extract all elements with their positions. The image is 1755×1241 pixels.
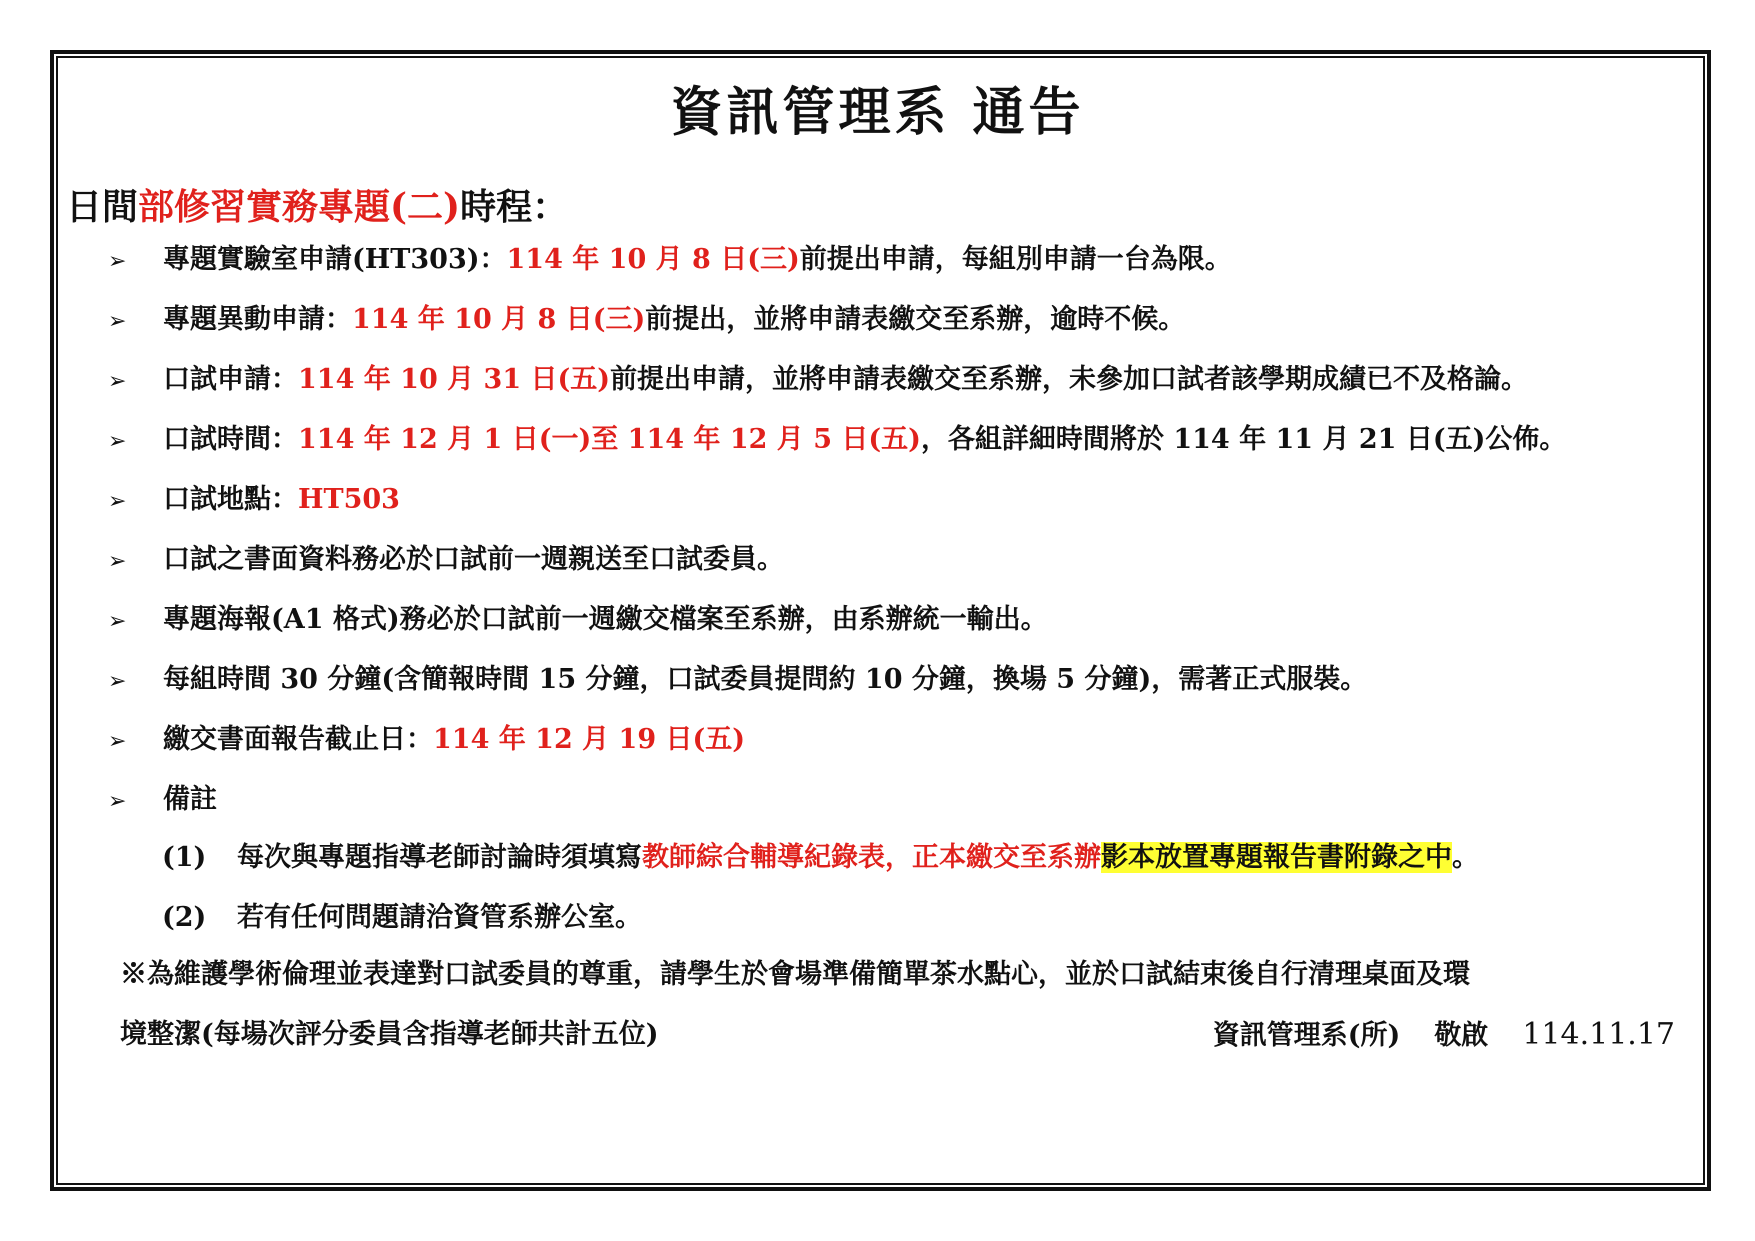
item-label: 口試之書面資料務必於口試前一週親送至口試委員。 xyxy=(163,544,784,575)
item-label: 口試時間： xyxy=(163,424,298,455)
remark-red-text: 教師綜合輔導紀錄表，正本繳交至系辦 xyxy=(642,842,1101,873)
item-date: 114 年 12 月 19 日(五) xyxy=(433,724,746,755)
arrow-bullet-icon: ➢ xyxy=(108,789,127,814)
item-label: 繳交書面報告截止日： xyxy=(163,724,433,755)
arrow-bullet-icon: ➢ xyxy=(108,549,127,574)
remark-number: (1) xyxy=(162,842,207,873)
arrow-bullet-icon: ➢ xyxy=(108,369,127,394)
heading-highlight: 部修習實務專題(二) xyxy=(138,186,461,228)
item-rest: 前提出申請，並將申請表繳交至系辦，未參加口試者該學期成績已不及格論。 xyxy=(610,364,1529,395)
item-lab-application xyxy=(108,240,1232,282)
item-location: HT503 xyxy=(298,484,400,515)
signature-respect: 敬啟 xyxy=(1434,1020,1489,1051)
arrow-bullet-icon: ➢ xyxy=(108,429,127,454)
item-oral-time xyxy=(108,420,1566,462)
footer-line-1: ※為維護學術倫理並表達對口試委員的尊重，請學生於會場準備簡單茶水點心，並於口試結束後自行清理桌面及環 xyxy=(120,959,1470,990)
item-written-materials xyxy=(108,540,784,582)
remark-text: 若有任何問題請洽資管系辦公室。 xyxy=(237,902,642,933)
item-rest: 前提出，並將申請表繳交至系辦，逾時不候。 xyxy=(645,304,1186,335)
item-date: 114 年 12 月 1 日(一)至 114 年 12 月 5 日(五) xyxy=(298,424,921,455)
item-label: 專題異動申請： xyxy=(163,304,352,335)
signature xyxy=(1213,1015,1675,1056)
footer-line-2: 境整潔(每場次評分委員含指導老師共計五位) xyxy=(120,1019,659,1050)
item-group-time xyxy=(108,660,1367,702)
arrow-bullet-icon: ➢ xyxy=(108,309,127,334)
arrow-bullet-icon: ➢ xyxy=(108,609,127,634)
item-oral-location xyxy=(108,480,400,522)
item-label: 備註 xyxy=(163,784,217,815)
remark-number: (2) xyxy=(162,902,207,933)
item-report-deadline xyxy=(108,720,745,762)
item-date: 114 年 10 月 31 日(五) xyxy=(298,364,611,395)
item-label: 專題海報(A1 格式)務必於口試前一週繳交檔案至系辦，由系辦統一輸出。 xyxy=(163,604,1048,635)
item-label: 專題實驗室申請(HT303)： xyxy=(163,244,507,275)
item-remarks xyxy=(108,780,217,822)
item-label: 口試申請： xyxy=(163,364,298,395)
signature-date: 114.11.17 xyxy=(1522,1017,1675,1052)
arrow-bullet-icon: ➢ xyxy=(108,489,127,514)
arrow-bullet-icon: ➢ xyxy=(108,249,127,274)
item-label: 每組時間 30 分鐘(含簡報時間 15 分鐘，口試委員提問約 10 分鐘，換場 5 分鐘)，需著正式服裝。 xyxy=(163,664,1368,695)
item-poster xyxy=(108,600,1048,642)
remark-text: 每次與專題指導老師討論時須填寫 xyxy=(237,842,642,873)
item-rest: ，各組詳細時間將於 114 年 11 月 21 日(五)公佈。 xyxy=(920,424,1567,455)
item-label: 口試地點： xyxy=(163,484,298,515)
item-change-application xyxy=(108,300,1185,342)
notice-title: 資訊管理系 通告 xyxy=(670,82,1085,143)
arrow-bullet-icon: ➢ xyxy=(108,669,127,694)
remark-2 xyxy=(162,896,642,940)
arrow-bullet-icon: ➢ xyxy=(108,729,127,754)
item-oral-application xyxy=(108,360,1528,402)
item-date: 114 年 10 月 8 日(三) xyxy=(352,304,646,335)
schedule-heading xyxy=(66,186,568,229)
remark-end: 。 xyxy=(1452,842,1479,873)
heading-suffix: 時程： xyxy=(460,186,569,228)
item-rest: 前提出申請，每組別申請一台為限。 xyxy=(799,244,1232,275)
item-date: 114 年 10 月 8 日(三) xyxy=(506,244,800,275)
remark-highlight: 影本放置專題報告書附錄之中 xyxy=(1101,842,1452,873)
heading-prefix: 日間 xyxy=(66,186,139,228)
signature-dept: 資訊管理系(所) xyxy=(1212,1020,1401,1051)
remark-1 xyxy=(162,836,1479,880)
